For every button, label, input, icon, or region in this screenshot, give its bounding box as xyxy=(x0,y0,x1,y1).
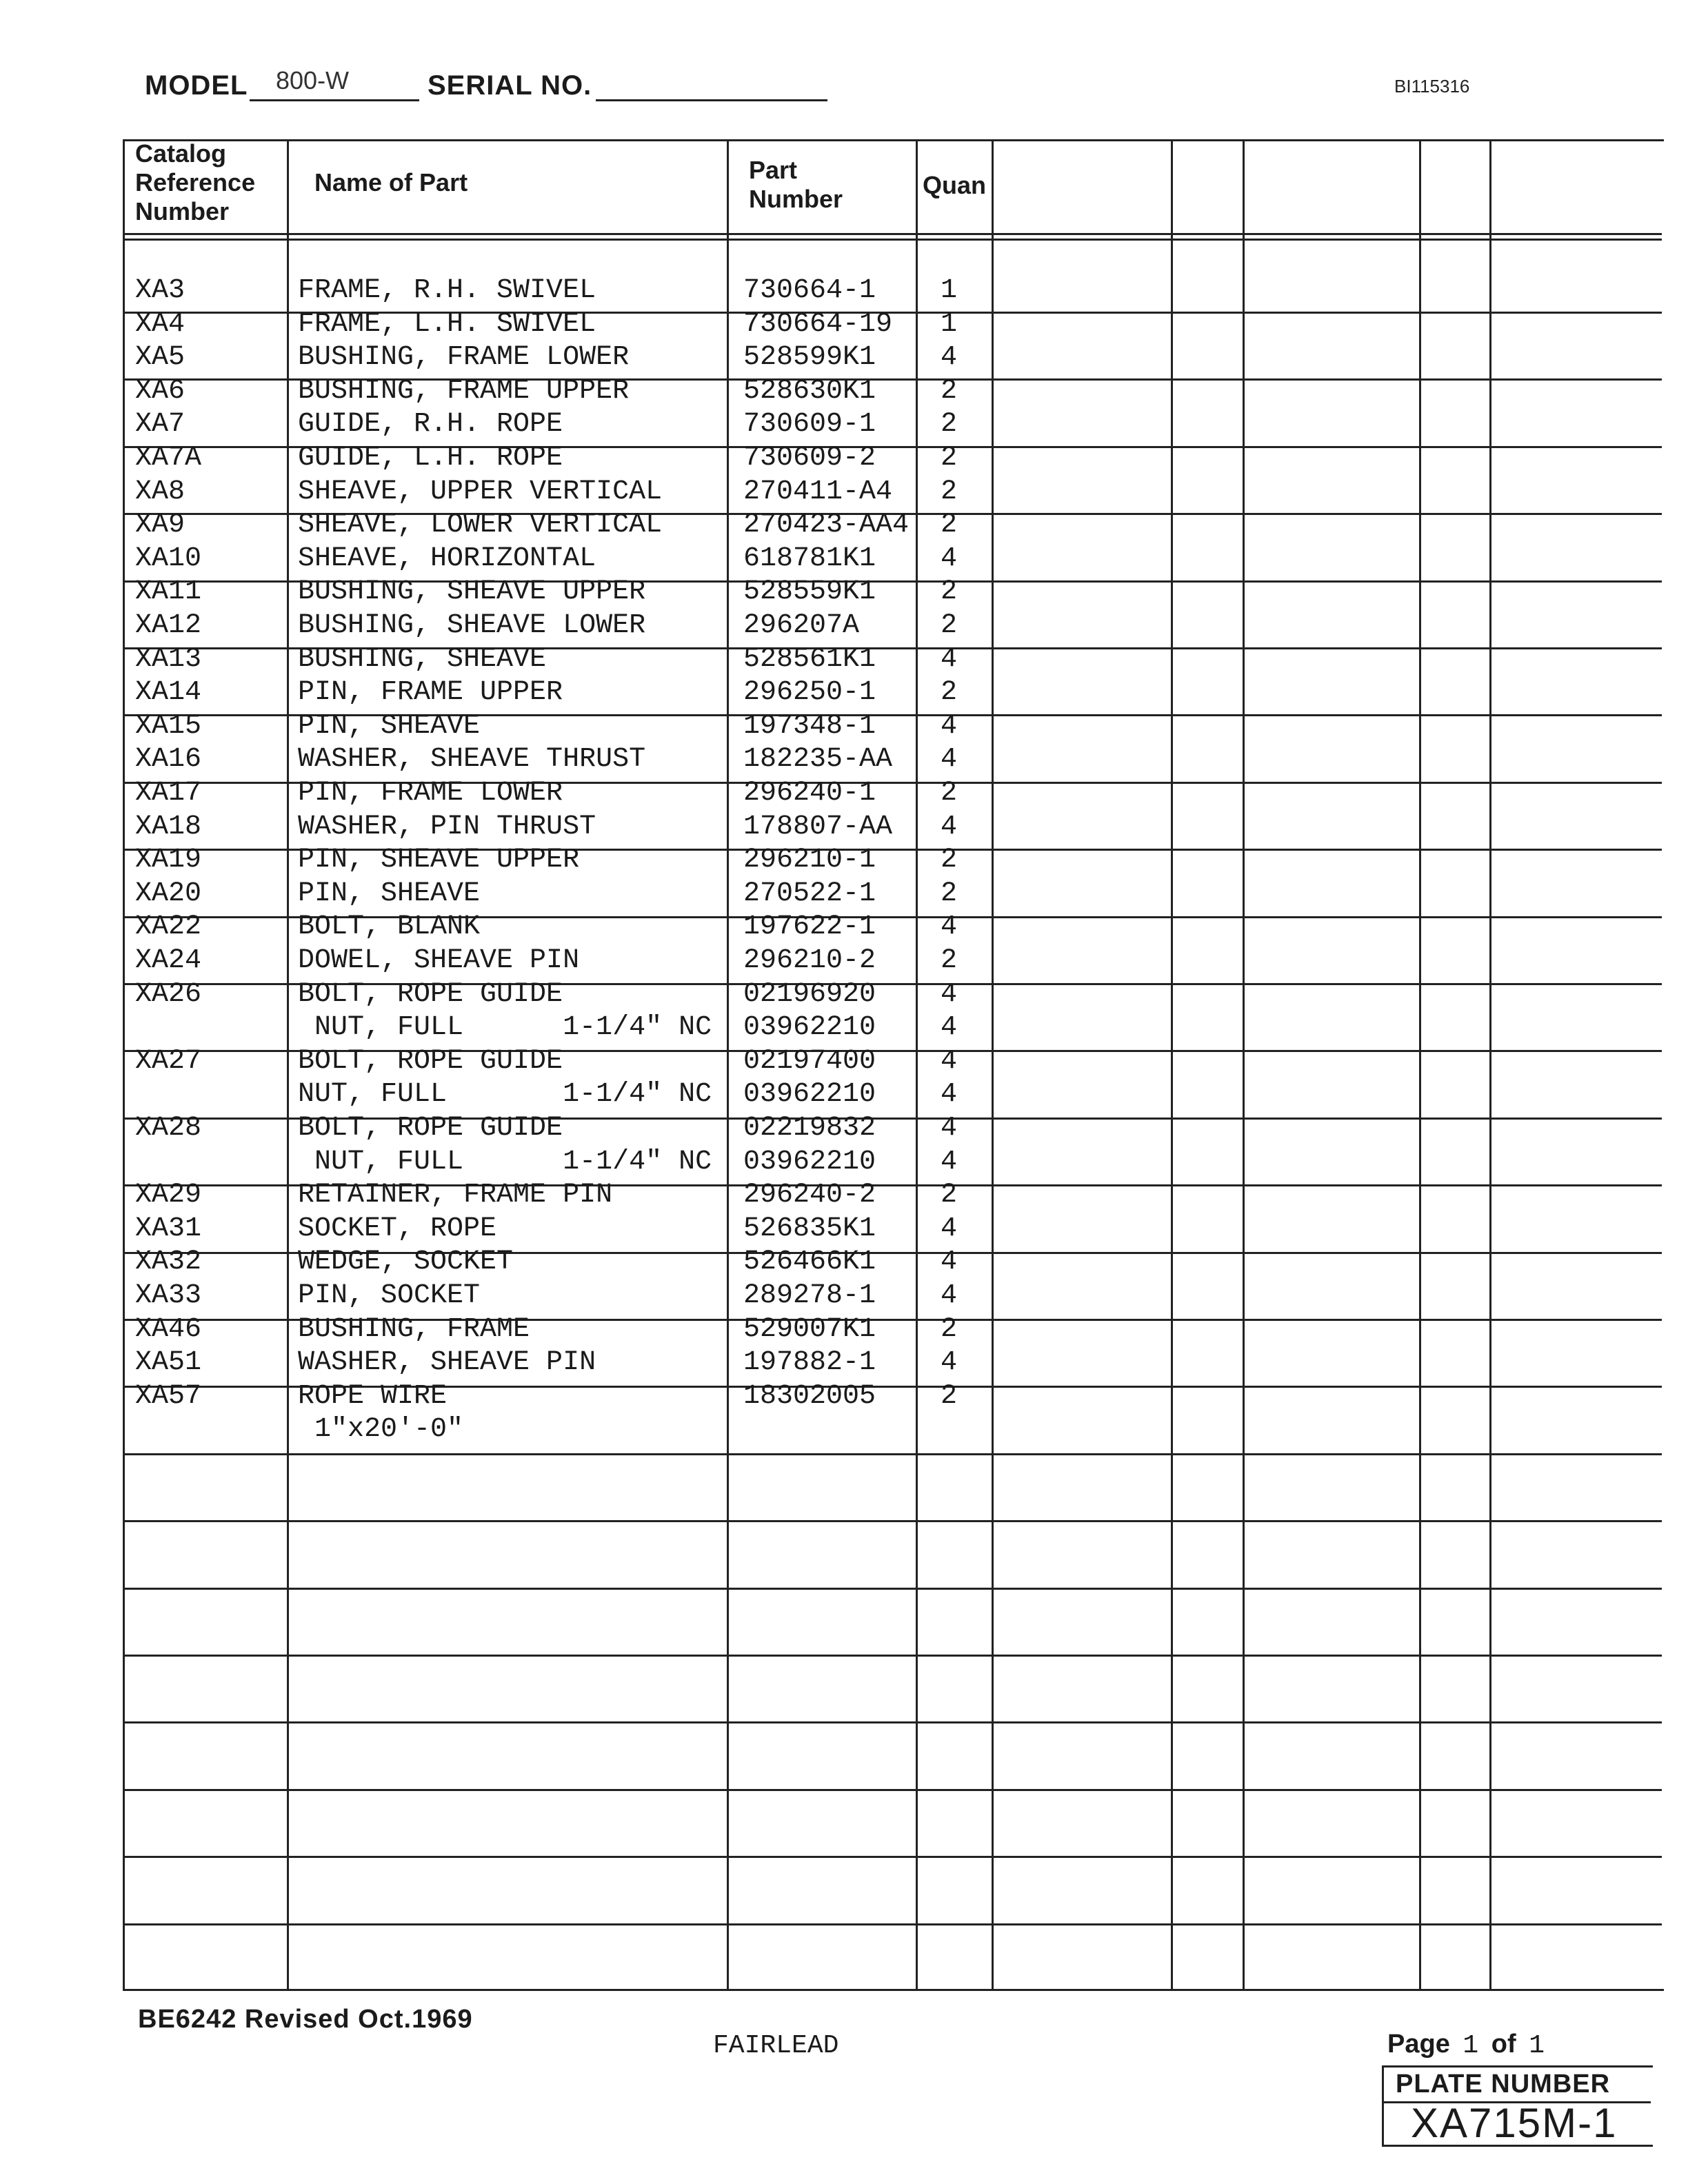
cell-qty: 4 xyxy=(941,543,958,574)
cell-qty: 2 xyxy=(941,509,958,541)
cell-part: 296240-2 xyxy=(743,1180,876,1211)
cell-name: WASHER, SHEAVE THRUST xyxy=(298,744,646,776)
row-rule xyxy=(123,1789,1662,1791)
cell-ref: XA18 xyxy=(135,811,202,842)
cell-ref: XA5 xyxy=(135,342,185,374)
column-divider-2 xyxy=(727,139,729,1989)
cell-name: BOLT, BLANK xyxy=(298,911,481,943)
page-indicator xyxy=(1387,2030,1545,2061)
cell-part: 526835K1 xyxy=(743,1213,876,1244)
cell-name: BOLT, ROPE GUIDE xyxy=(298,1045,563,1077)
cell-name: FRAME, R.H. SWIVEL xyxy=(298,275,596,306)
cell-qty: 1 xyxy=(941,308,958,340)
cell-part: 528630K1 xyxy=(743,375,876,407)
column-divider-1 xyxy=(287,139,289,1989)
row-rule xyxy=(123,1721,1662,1723)
cell-name: BOLT, ROPE GUIDE xyxy=(298,978,563,1010)
cell-name: NUT, FULL 1-1/4" NC xyxy=(298,1079,712,1111)
cell-ref: XA17 xyxy=(135,778,202,809)
cell-ref xyxy=(135,1146,281,1179)
column-divider-4 xyxy=(992,139,994,1989)
cell-qty: 4 xyxy=(941,1079,958,1111)
cell-name: BUSHING, SHEAVE xyxy=(298,643,547,675)
cell-qty: 2 xyxy=(941,375,958,407)
cell-part: 296210-2 xyxy=(743,945,876,976)
cell-name: WEDGE, SOCKET xyxy=(298,1246,514,1278)
cell-qty: 2 xyxy=(941,1313,958,1345)
cell-part: 02196920 xyxy=(743,978,876,1010)
row-rule xyxy=(123,1856,1662,1858)
cell-qty: 4 xyxy=(941,342,958,374)
cell-qty: 4 xyxy=(941,710,958,742)
cell-ref: XA3 xyxy=(135,275,185,306)
cell-name: BUSHING, FRAME LOWER xyxy=(298,342,630,374)
cell-qty: 4 xyxy=(941,1213,958,1244)
column-divider-8 xyxy=(1489,139,1491,1989)
header-rule-2 xyxy=(123,239,1662,241)
cell-part: 529007K1 xyxy=(743,1313,876,1345)
cell-ref: XA9 xyxy=(135,509,185,541)
cell-part: 730664-1 xyxy=(743,275,876,306)
cell-ref: XA4 xyxy=(135,308,185,340)
cell-name: PIN, SHEAVE xyxy=(298,710,481,742)
cell-qty: 4 xyxy=(941,1246,958,1278)
column-header-catalog-ref: Catalog Reference Number xyxy=(135,139,256,225)
cell-qty: 4 xyxy=(941,643,958,675)
cell-ref xyxy=(135,1413,281,1446)
cell-ref xyxy=(135,1011,281,1044)
cell-ref: XA22 xyxy=(135,911,202,943)
cell-name: FRAME, L.H. SWIVEL xyxy=(298,308,596,340)
page-label: Page xyxy=(1387,2030,1450,2059)
cell-qty: 4 xyxy=(941,1146,958,1177)
form-id: BE6242 Revised Oct.1969 xyxy=(138,2005,473,2034)
cell-part: 182235-AA xyxy=(743,744,893,776)
cell-ref: XA12 xyxy=(135,610,202,641)
cell-ref: XA33 xyxy=(135,1280,202,1311)
cell-part: 270423-AA4 xyxy=(743,509,910,541)
cell-name: DOWEL, SHEAVE PIN xyxy=(298,945,580,976)
cell-ref: XA19 xyxy=(135,845,202,876)
cell-part: 526466K1 xyxy=(743,1246,876,1278)
cell-name: BUSHING, SHEAVE UPPER xyxy=(298,576,646,608)
cell-qty: 4 xyxy=(941,1347,958,1379)
cell-qty: 2 xyxy=(941,576,958,608)
cell-qty: 4 xyxy=(941,911,958,943)
cell-ref xyxy=(135,1078,281,1111)
cell-part: 197348-1 xyxy=(743,710,876,742)
cell-name: BOLT, ROPE GUIDE xyxy=(298,1113,563,1144)
cell-ref: XA15 xyxy=(135,710,202,742)
cell-qty: 2 xyxy=(941,476,958,507)
cell-qty: 4 xyxy=(941,744,958,776)
cell-qty: 2 xyxy=(941,677,958,709)
cell-qty: 1 xyxy=(941,275,958,306)
page-total: 1 xyxy=(1529,2031,1545,2061)
cell-name: RETAINER, FRAME PIN xyxy=(298,1180,613,1211)
cell-name: SHEAVE, HORIZONTAL xyxy=(298,543,596,574)
cell-name: SOCKET, ROPE xyxy=(298,1213,497,1244)
cell-part: 03962210 xyxy=(743,1012,876,1044)
cell-qty: 2 xyxy=(941,610,958,641)
cell-name: PIN, FRAME UPPER xyxy=(298,677,563,709)
row-rule xyxy=(123,1655,1662,1657)
cell-name: SHEAVE, UPPER VERTICAL xyxy=(298,476,663,507)
cell-ref: XA16 xyxy=(135,744,202,776)
cell-name: GUIDE, R.H. ROPE xyxy=(298,409,563,441)
plate-label: PLATE NUMBER xyxy=(1396,2070,1611,2099)
cell-name: BUSHING, FRAME xyxy=(298,1313,530,1345)
cell-part: 730609-2 xyxy=(743,443,876,474)
cell-ref: XA11 xyxy=(135,576,202,608)
cell-qty: 2 xyxy=(941,845,958,876)
cell-part: 528559K1 xyxy=(743,576,876,608)
cell-part: 02219832 xyxy=(743,1113,876,1144)
cell-part: 296250-1 xyxy=(743,677,876,709)
cell-qty: 4 xyxy=(941,1113,958,1144)
cell-part: 03962210 xyxy=(743,1146,876,1177)
column-divider-7 xyxy=(1419,139,1421,1989)
column-header-name-of-part: Name of Part xyxy=(314,168,468,196)
cell-part: 730664-19 xyxy=(743,308,893,340)
cell-part: 270522-1 xyxy=(743,878,876,909)
cell-qty: 4 xyxy=(941,1280,958,1311)
cell-ref: XA27 xyxy=(135,1045,202,1077)
column-divider-3 xyxy=(916,139,918,1989)
cell-name: PIN, SHEAVE xyxy=(298,878,481,909)
cell-part: 18302005 xyxy=(743,1380,876,1412)
cell-part: 618781K1 xyxy=(743,543,876,574)
cell-part xyxy=(743,1413,914,1446)
cell-part: 02197400 xyxy=(743,1045,876,1077)
model-label: MODEL xyxy=(145,70,248,101)
cell-ref: XA6 xyxy=(135,375,185,407)
cell-part: 528599K1 xyxy=(743,342,876,374)
cell-name: 1"x20'-0" xyxy=(298,1414,464,1446)
cell-ref: XA26 xyxy=(135,978,202,1010)
cell-qty xyxy=(941,1413,989,1446)
cell-part: 197882-1 xyxy=(743,1347,876,1379)
cell-name: SHEAVE, LOWER VERTICAL xyxy=(298,509,663,541)
cell-part: 528561K1 xyxy=(743,643,876,675)
cell-name: PIN, FRAME LOWER xyxy=(298,778,563,809)
cell-qty: 2 xyxy=(941,1380,958,1412)
model-value: 800-W xyxy=(276,66,350,94)
cell-part: 270411-A4 xyxy=(743,476,893,507)
cell-part: 296207A xyxy=(743,610,860,641)
cell-qty: 4 xyxy=(941,978,958,1010)
cell-qty: 2 xyxy=(941,778,958,809)
row-rule xyxy=(123,1588,1662,1590)
cell-name: BUSHING, SHEAVE LOWER xyxy=(298,610,646,641)
column-divider-5 xyxy=(1171,139,1173,1989)
cell-part: 296240-1 xyxy=(743,778,876,809)
cell-qty: 4 xyxy=(941,1045,958,1077)
row-rule xyxy=(123,1520,1662,1522)
page-of: of xyxy=(1491,2030,1516,2059)
cell-qty: 2 xyxy=(941,1180,958,1211)
cell-part: 03962210 xyxy=(743,1079,876,1111)
cell-qty: 2 xyxy=(941,409,958,441)
cell-qty: 2 xyxy=(941,443,958,474)
cell-ref: XA10 xyxy=(135,543,202,574)
cell-ref: XA8 xyxy=(135,476,185,507)
cell-ref: XA14 xyxy=(135,677,202,709)
cell-name: WASHER, PIN THRUST xyxy=(298,811,596,842)
cell-ref: XA24 xyxy=(135,945,202,976)
column-header-quan: Quan xyxy=(923,171,987,199)
cell-name: PIN, SOCKET xyxy=(298,1280,481,1311)
page-current: 1 xyxy=(1463,2031,1479,2061)
cell-part: 197622-1 xyxy=(743,911,876,943)
document-title: FAIRLEAD xyxy=(713,2031,839,2061)
cell-qty: 4 xyxy=(941,1012,958,1044)
row-rule xyxy=(123,1923,1662,1925)
cell-ref: XA7A xyxy=(135,443,202,474)
cell-qty: 4 xyxy=(941,811,958,842)
cell-ref: XA57 xyxy=(135,1380,202,1412)
cell-ref: XA13 xyxy=(135,643,202,675)
document-id: BI115316 xyxy=(1394,76,1470,97)
column-header-part-number: Part Number xyxy=(749,156,843,213)
plate-value: XA715M-1 xyxy=(1411,2100,1618,2146)
column-divider-6 xyxy=(1243,139,1245,1989)
cell-qty: 2 xyxy=(941,945,958,976)
cell-name: PIN, SHEAVE UPPER xyxy=(298,845,580,876)
serial-label: SERIAL NO. xyxy=(428,70,592,101)
cell-ref: XA28 xyxy=(135,1113,202,1144)
cell-name: NUT, FULL 1-1/4" NC xyxy=(298,1012,712,1044)
cell-ref: XA32 xyxy=(135,1246,202,1278)
cell-ref: XA29 xyxy=(135,1180,202,1211)
cell-name: WASHER, SHEAVE PIN xyxy=(298,1347,596,1379)
cell-part: 289278-1 xyxy=(743,1280,876,1311)
serial-underline xyxy=(596,99,827,101)
cell-ref: XA7 xyxy=(135,409,185,441)
cell-name: NUT, FULL 1-1/4" NC xyxy=(298,1146,712,1177)
cell-ref: XA31 xyxy=(135,1213,202,1244)
cell-ref: XA46 xyxy=(135,1313,202,1345)
cell-part: 730609-1 xyxy=(743,409,876,441)
cell-name: BUSHING, FRAME UPPER xyxy=(298,375,630,407)
cell-ref: XA51 xyxy=(135,1347,202,1379)
cell-name: GUIDE, L.H. ROPE xyxy=(298,443,563,474)
cell-name: ROPE WIRE xyxy=(298,1380,448,1412)
cell-part: 178807-AA xyxy=(743,811,893,842)
model-underline xyxy=(250,99,419,101)
row-rule xyxy=(123,1453,1662,1455)
cell-ref: XA20 xyxy=(135,878,202,909)
cell-part: 296210-1 xyxy=(743,845,876,876)
cell-qty: 2 xyxy=(941,878,958,909)
header-rule-1 xyxy=(123,233,1662,235)
